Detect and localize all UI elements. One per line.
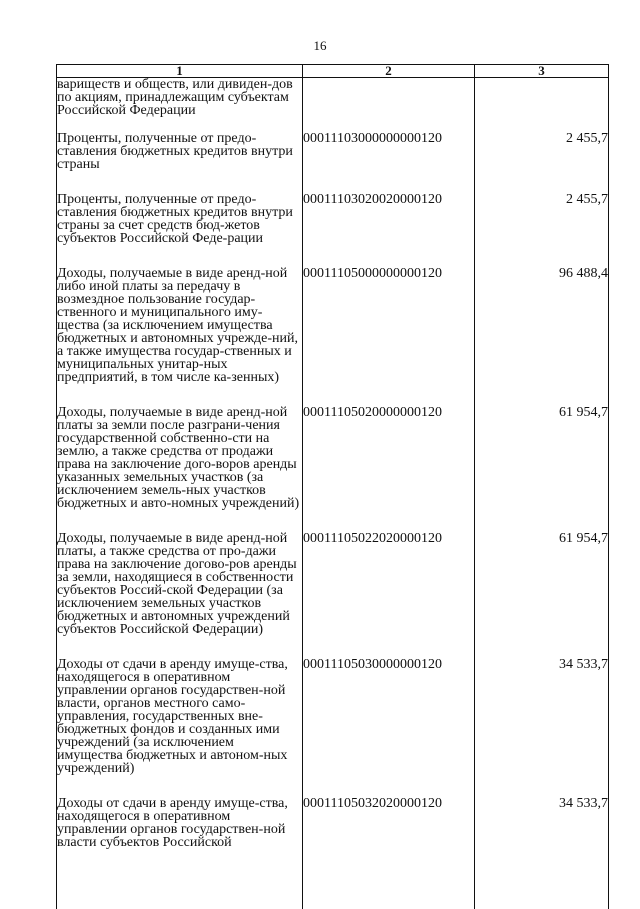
row-amount: 61 954,7 <box>475 406 609 532</box>
revenue-table <box>56 64 609 909</box>
table-row <box>57 532 609 658</box>
table-row <box>57 267 609 406</box>
row-code: 00011103000000000120 <box>303 132 475 193</box>
row-code: 00011105032020000120 <box>303 797 475 909</box>
row-amount: 34 533,7 <box>475 658 609 797</box>
table-row <box>57 132 609 193</box>
row-code: 00011105000000000120 <box>303 267 475 406</box>
row-amount: 2 455,7 <box>475 132 609 193</box>
table-row <box>57 78 609 133</box>
row-amount: 96 488,4 <box>475 267 609 406</box>
table-row <box>57 797 609 909</box>
row-description: Доходы от сдачи в аренду имуще-ства, находящегося в оперативном управлении органов государствен-ной власти, органов местного само-управления, государственных вне-бюджетных фондов и созданных ими учреждений (за исключением имущества бюджетных и автоном-ных учреждений) <box>57 658 303 797</box>
page-number: 16 <box>313 38 327 53</box>
row-description: Доходы, получаемые в виде аренд-ной платы за земли после разграни-чения государственной собственно-сти на землю, а также средства от продажи права на заключение дого-воров аренды указанных земельных участков (за исключением земель-ных участков бюджетных и авто-номных учреждений) <box>57 406 303 532</box>
table-header-row <box>57 65 609 78</box>
column-header-3: 3 <box>475 65 609 78</box>
row-amount: 61 954,7 <box>475 532 609 658</box>
row-description: Доходы от сдачи в аренду имуще-ства, находящегося в оперативном управлении органов государствен-ной власти субъектов Российской <box>57 797 303 909</box>
row-code: 00011105030000000120 <box>303 658 475 797</box>
row-amount: 2 455,7 <box>475 193 609 267</box>
row-amount <box>475 78 609 133</box>
row-code: 00011105022020000120 <box>303 532 475 658</box>
row-code: 00011103020020000120 <box>303 193 475 267</box>
row-description: Доходы, получаемые в виде аренд-ной платы, а также средства от про-дажи права на заключение догово-ров аренды за земли, находящиеся в собственности субъектов Россий-ской Федерации (за исключением земельных участков бюджетных и автономных учреждений субъектов Российской Федерации) <box>57 532 303 658</box>
table-row <box>57 406 609 532</box>
column-header-2: 2 <box>303 65 475 78</box>
row-description: Доходы, получаемые в виде аренд-ной либо иной платы за передачу в возмездное пользование государ-ственного и муниципального иму-щества (за исключением имущества бюджетных и автономных учрежде-ний, а также имущества государ-ственных и муниципальных унитар-ных предприятий, в том числе ка-зенных) <box>57 267 303 406</box>
row-code: 00011105020000000120 <box>303 406 475 532</box>
table-row <box>57 658 609 797</box>
row-description: Проценты, полученные от предо-ставления бюджетных кредитов внутри страны <box>57 132 303 193</box>
row-description: вариществ и обществ, или дивиден-дов по акциям, принадлежащим субъектам Российской Федерации <box>57 78 303 133</box>
row-code <box>303 78 475 133</box>
row-description: Проценты, полученные от предо-ставления бюджетных кредитов внутри страны за счет средств бюд-жетов субъектов Российской Феде-рации <box>57 193 303 267</box>
table-row <box>57 193 609 267</box>
row-amount: 34 533,7 <box>475 797 609 909</box>
column-header-1: 1 <box>57 65 303 78</box>
